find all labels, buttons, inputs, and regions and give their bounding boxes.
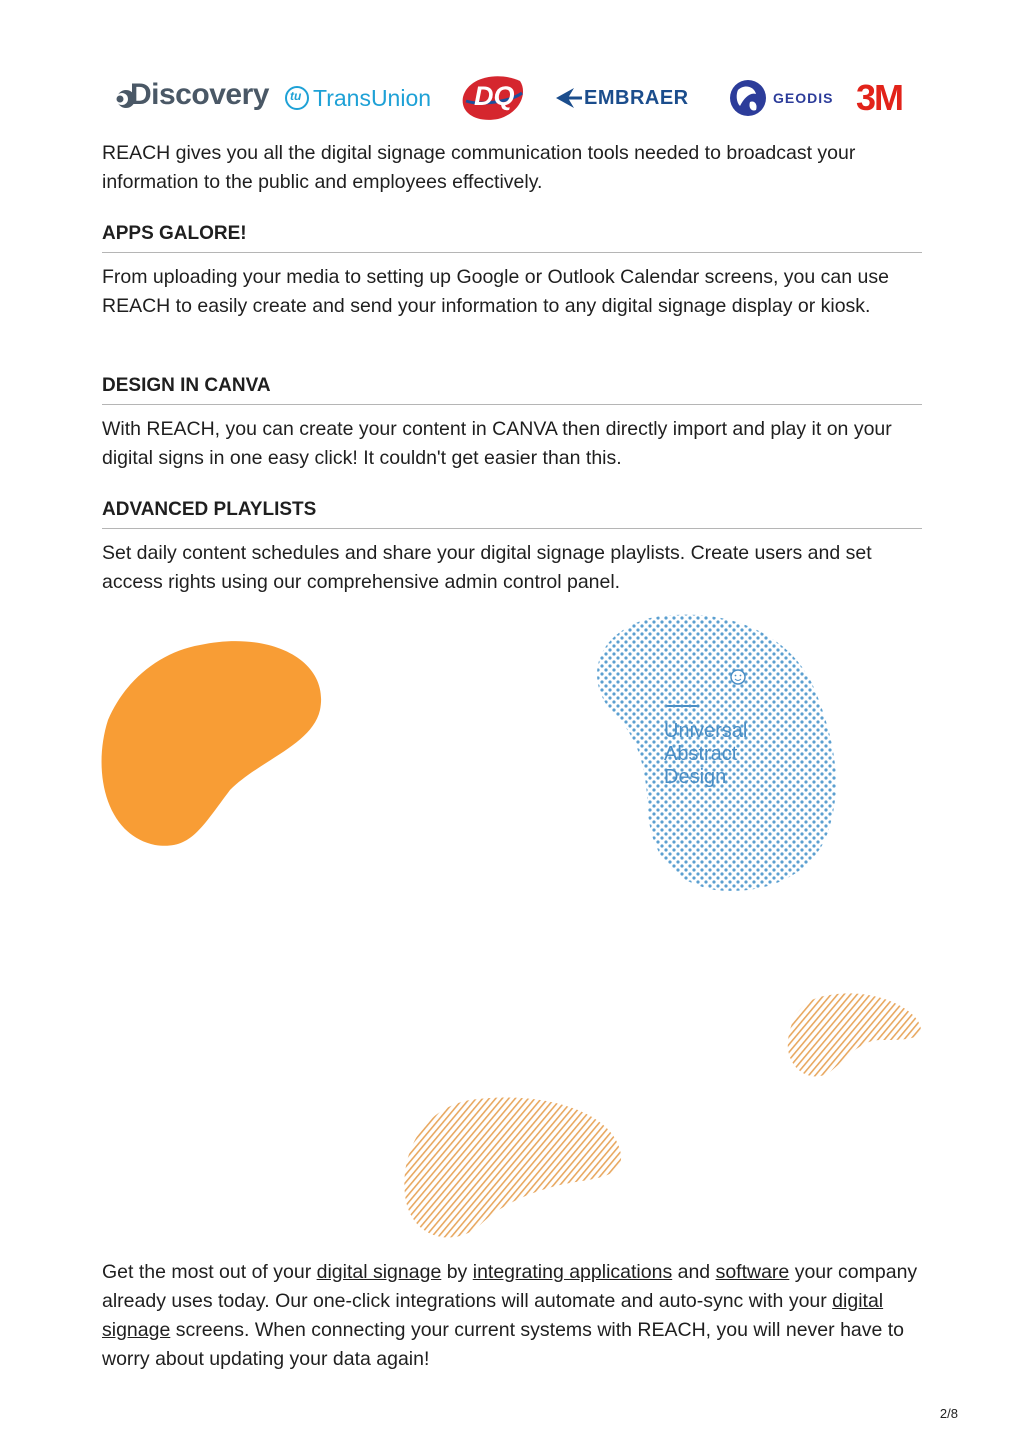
link-integrating-applications[interactable]: integrating applications <box>472 1261 673 1283</box>
intro-paragraph: REACH gives you all the digital signage communication tools needed to broadcast your information to the public and employees effectively. <box>102 142 856 193</box>
smiley-face-icon <box>731 670 745 684</box>
link-digital-signage-2[interactable]: digital signage <box>102 1290 884 1341</box>
embraer-wordmark: EMBRAER <box>584 86 689 109</box>
illustration-title-line-2: Abstract <box>664 743 738 765</box>
dq-wordmark: DQ <box>474 81 515 111</box>
geodis-wordmark: GEODIS <box>773 90 834 106</box>
closing-paragraph <box>102 1258 924 1374</box>
transunion-mark: tu <box>290 89 302 103</box>
section-heading-advanced-playlists: ADVANCED PLAYLISTS <box>102 499 317 520</box>
closing-text-3: and <box>672 1261 716 1283</box>
orange-blob <box>102 641 322 846</box>
illustration-title-line-1: Universal <box>664 720 748 742</box>
hatched-blob-small <box>788 993 921 1076</box>
section-heading-design-in-canva: DESIGN IN CANVA <box>102 375 271 396</box>
section-body-apps-galore: From uploading your media to setting up Google or Outlook Calendar screens, you can use REACH to easily create and send your information to any digital signage display or kiosk. <box>102 266 889 317</box>
section-heading-apps-galore: APPS GALORE! <box>102 223 247 244</box>
closing-text-5: screens. When connecting your current systems with REACH, you will never have to worry about updating your data again! <box>102 1319 905 1370</box>
illustration-title-line-3: Design <box>664 766 727 788</box>
closing-text-1: Get the most out of your <box>102 1261 317 1283</box>
closing-text-2: by <box>441 1261 473 1283</box>
closing-text-4: your company already uses today. Our one-click integrations will automate and auto-sync with your <box>102 1261 918 1312</box>
section-body-advanced-playlists: Set daily content schedules and share your digital signage playlists. Create users and set access rights using our comprehensive admin control panel. <box>102 542 872 593</box>
3m-wordmark: 3M <box>856 77 903 118</box>
smiley-eye-left <box>735 675 737 677</box>
section-body-design-in-canva: With REACH, you can create your content in CANVA then directly import and play it on your digital signs in one easy click! It couldn't get easier than this. <box>102 418 892 469</box>
page-number: 2/8 <box>939 1406 958 1421</box>
discovery-wordmark: Discovery <box>130 78 269 111</box>
link-software[interactable]: software <box>715 1261 790 1283</box>
transunion-wordmark: TransUnion <box>313 84 432 111</box>
smiley-eye-right <box>740 675 742 677</box>
link-digital-signage[interactable]: digital signage <box>316 1261 442 1283</box>
hatched-blob-large <box>404 1097 621 1237</box>
